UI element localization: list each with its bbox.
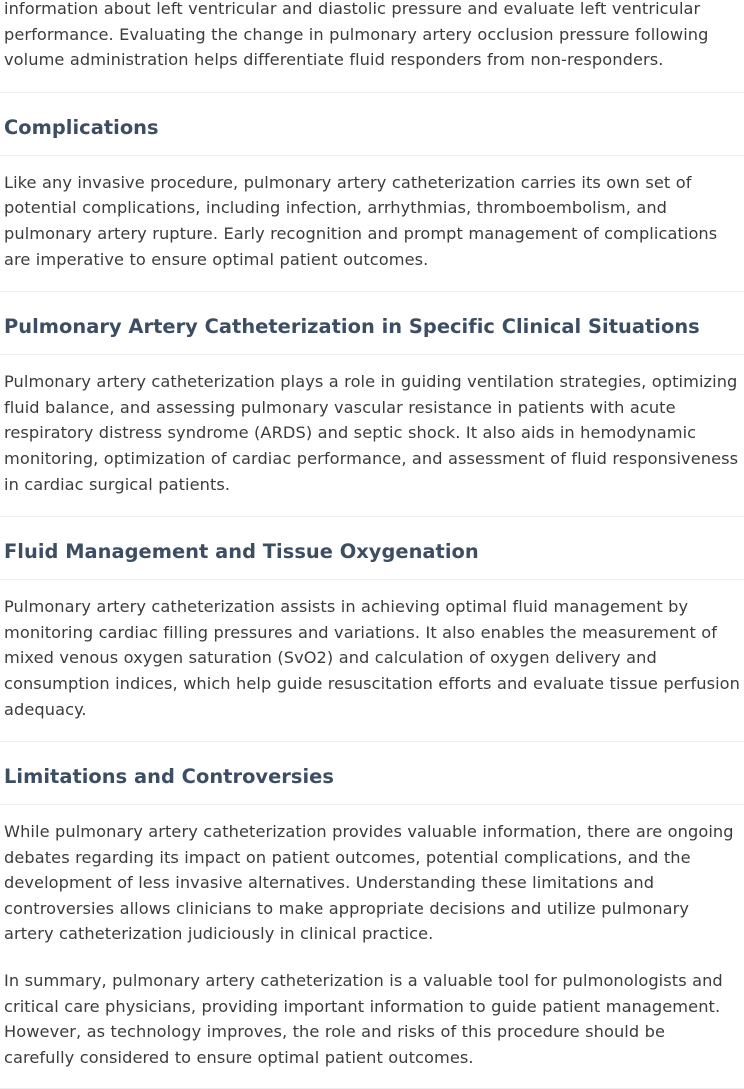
section-limitations-controversies-body: [0, 819, 744, 947]
spacer: [0, 340, 744, 354]
spacer: [0, 742, 744, 764]
section-heading-limitations-controversies: Limitations and Controversies: [4, 765, 334, 789]
section-complications: [0, 115, 744, 141]
spacer: [0, 355, 744, 369]
section-specific-clinical-situations-body: [0, 369, 744, 497]
section-paragraph-fluid-management: Pulmonary artery catheterization assists in achieving optimal fluid management by monitoring cardiac filling pressures and variations. It also enables the measurement of mixed venous oxygen saturation (SvO2) and calculation of oxygen delivery and consumption indices, which help guide resuscitation efforts and evaluate tissue perfusion adequacy.: [4, 597, 740, 719]
section-complications-body: [0, 170, 744, 272]
spacer: [0, 73, 744, 92]
spacer: [0, 580, 744, 594]
spacer: [0, 565, 744, 579]
section-fluid-management: [0, 539, 744, 565]
section-fluid-management-body: [0, 594, 744, 722]
section-paragraph-specific-clinical-situations: Pulmonary artery catheterization plays a role in guiding ventilation strategies, optimizing fluid balance, and assessing pulmonary vascular resistance in patients with acute respiratory distress syndrome (ARDS) and septic shock. It also aids in hemodynamic monitoring, optimization of cardiac performance, and assessment of fluid responsiveness in cardiac surgical patients.: [4, 372, 739, 494]
summary-paragraph: In summary, pulmonary artery catheterization is a valuable tool for pulmonologists and critical care physicians, providing important information to guide patient management. However, as technology improves, the role and risks of this procedure should be carefully considered to ensure optimal patient outcomes.: [4, 971, 723, 1067]
spacer: [0, 790, 744, 804]
section-limitations-controversies: [0, 764, 744, 790]
section-heading-complications: Complications: [4, 115, 159, 139]
spacer: [0, 292, 744, 314]
section-paragraph-limitations-controversies: While pulmonary artery catheterization provides valuable information, there are ongoing debates regarding its impact on patient outcomes, potential complications, and the development of less invasive alternatives. Understanding these limitations and controversies allows clinicians to make appropriate decisions and utilize pulmonary artery catheterization judiciously in clinical practice.: [4, 822, 734, 944]
intro-continuation-block: [0, 0, 744, 73]
section-paragraph-complications: Like any invasive procedure, pulmonary artery catheterization carries its own set of potential complications, including infection, arrhythmias, thromboembolism, and pulmonary artery rupture. Early recognition and prompt management of complications are imperative to ensure optimal patient outcomes.: [4, 172, 718, 269]
spacer: [0, 947, 744, 968]
spacer: [0, 93, 744, 115]
section-heading-fluid-management: Fluid Management and Tissue Oxygenation: [4, 540, 479, 564]
summary-block: [0, 968, 744, 1070]
spacer: [0, 805, 744, 819]
section-heading-specific-clinical-situations: Pulmonary Artery Catheterization in Specific Clinical Situations: [4, 315, 700, 339]
spacer: [0, 497, 744, 516]
spacer: [0, 1070, 744, 1088]
spacer: [0, 156, 744, 170]
section-specific-clinical-situations: [0, 314, 744, 340]
spacer: [0, 517, 744, 539]
spacer: [0, 722, 744, 741]
intro-continuation-paragraph: information about left ventricular and diastolic pressure and evaluate left ventricular performance. Evaluating the change in pulmonary artery occlusion pressure following volume administration helps differentiate fluid responders from non-responders.: [4, 0, 709, 70]
spacer: [0, 141, 744, 155]
spacer: [0, 272, 744, 291]
